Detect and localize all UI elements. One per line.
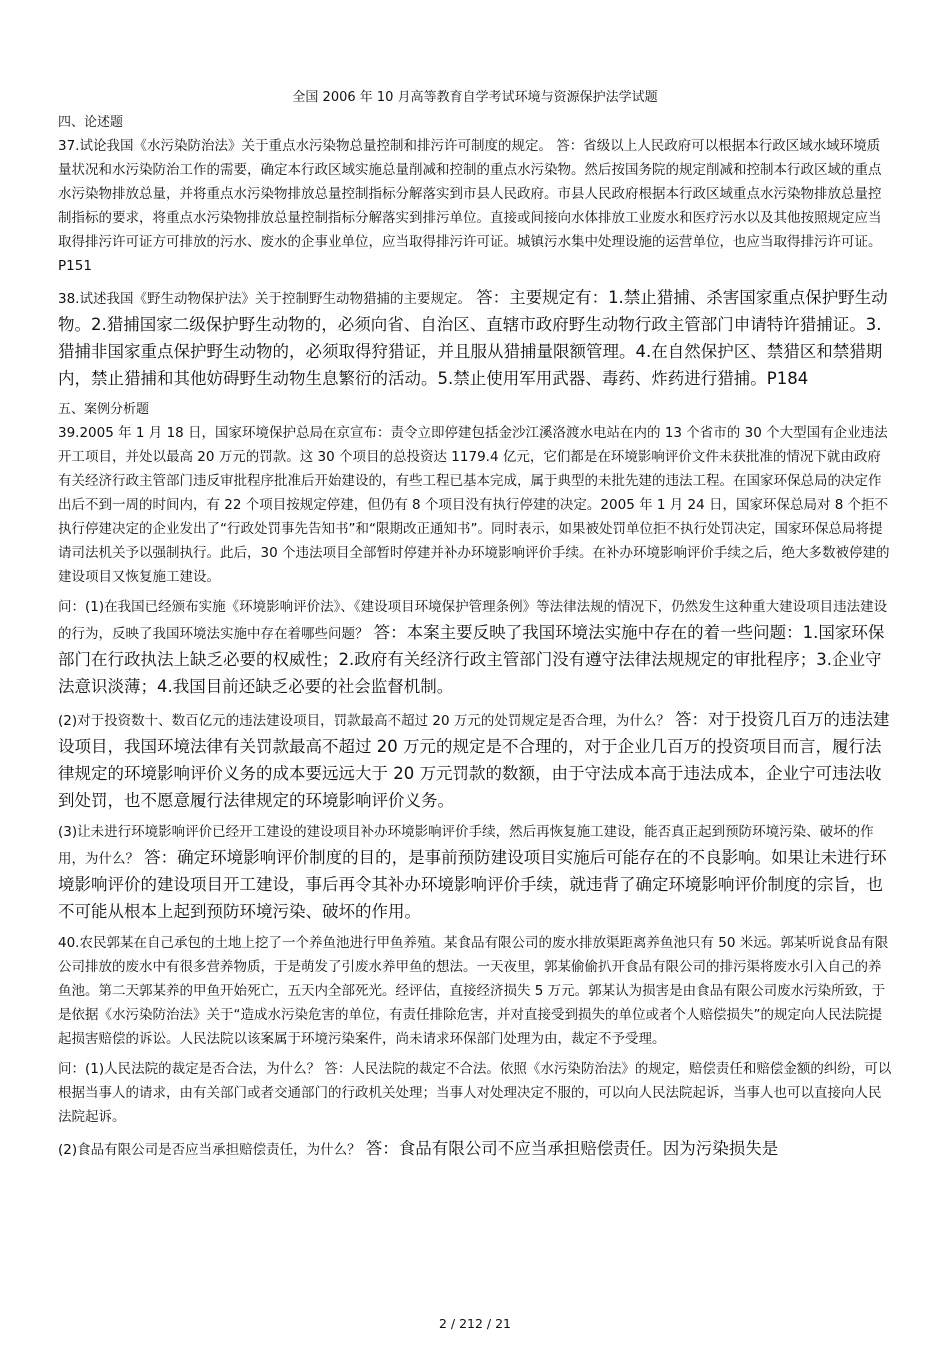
section-heading-case: 五、案例分析题 [58,402,150,417]
case-40: 40.农民郭某在自己承包的土地上挖了一个养鱼池进行甲鱼养殖。某食品有限公司的废水排放渠距离养鱼池只有 50 米远。郭某听说食品有限公司排放的废水中有很多营养物质，于是萌发了引废水养甲鱼的想法。一天夜里，郭某偷偷扒开食品有限公司的排污渠将废水引入自己的养鱼池。第二天郭某养的甲鱼开始死亡，五天内全部死光。经评估，直接经济损失 5 万元。郭某认为损害是由食品有限公司废水污染所致，于是依据《水污染防治法》关于“造成水污染危害的单位，有责任排除危害，并对直接受到损失的单位或者个人赔偿损失”的规定向人民法院提起损害赔偿的诉讼。人民法院以该案属于环境污染案件，尚未请求环保部门处理为由，裁定不予受理。 [58,935,889,1047]
question-text: 问：(1)在我国已经颁布实施《环境影响评价法》、《建设项目环境保护管理条例》等法律法规的情况下，仍然发生这种重大建设项目违法建设的行为，反映了我国环境法实施中存在着哪些问题？ [58,599,888,642]
case-39-part-3 [58,820,892,925]
page-title: 全国 2006 年 10 月高等教育自学考试环境与资源保护法学试题 [292,90,658,105]
case-40-part-2 [58,1135,892,1162]
question-text: 问：(1)人民法院的裁定是否合法，为什么？ [58,1061,321,1077]
question-text: (2)对于投资数十、数百亿元的违法建设项目，罚款最高不超过 20 万元的处罚规定是否合理，为什么？ [58,713,670,729]
question-38 [58,284,892,392]
answer-text: 答：对于投资几百万的违法建设项目，我国环境法律有关罚款最高不超过 20 万元的规定是不合理的，对于企业几百万的投资项目而言，履行法律规定的环境影响评价义务的成本要远远大于 20 万元罚款的数额，由于守法成本高于违法成本，企业宁可违法收到处罚，也不愿意履行法律规定的环境影响评价义务。 [58,710,890,810]
section-heading-essay: 四、论述题 [58,115,124,130]
answer-text: 答：本案主要反映了我国环境法实施中存在的着一些问题：1.国家环保部门在行政执法上缺乏必要的权威性；2.政府有关经济行政主管部门没有遵守法律法规规定的审批程序；3.企业守法意识淡薄；4.我国目前还缺乏必要的社会监督机制。 [58,623,885,696]
question-text: (2)食品有限公司是否应当承担赔偿责任，为什么？ [58,1142,361,1158]
question-text: 38.试述我国《野生动物保护法》关于控制野生动物猎捕的主要规定。 [58,291,471,307]
case-39: 39.2005 年 1 月 18 日，国家环境保护总局在京宣布：责令立即停建包括金沙江溪洛渡水电站在内的 13 个省市的 30 个大型国有企业违法开工项目，并处以最高 20 万元的罚款。这 30 个项目的总投资达 1179.4 亿元，它们都是在环境影响评价文件未获批准的情况下就由政府有关经济行政主管部门违反审批程序批准后开始建设的，有些工程已基本完成，属于典型的未批先建的违法工程。在国家环保总局的决定作出后不到一周的时间内，有 22 个项目按规定停建，但仍有 8 个项目没有执行停建的决定。2005 年 1 月 24 日，国家环保总局对 8 个拒不执行停建决定的企业发出了“行政处罚事先告知书”和“限期改正通知书”。同时表示，如果被处罚单位拒不执行处罚决定，国家环保总局将提请司法机关予以强制执行。此后，30 个违法项目全部暂时停建并补办环境影响评价手续。在补办环境影响评价手续之后，绝大多数被停建的建设项目又恢复施工建设。 [58,425,890,585]
question-37 [58,134,892,278]
case-39-part-1 [58,595,892,700]
answer-text: 答：食品有限公司不应当承担赔偿责任。因为污染损失是 [365,1139,779,1158]
question-text: 37.试论我国《水污染防治法》关于重点水污染物总量控制和排污许可制度的规定。 [58,138,552,154]
case-39-part-2 [58,706,892,814]
document-page [58,86,892,1168]
question-text: (3)让未进行环境影响评价已经开工建设的建设项目补办环境影响评价手续，然后再恢复施工建设，能否真正起到预防环境污染、破坏的作用，为什么？ [58,824,874,867]
answer-text: 答：省级以上人民政府可以根据本行政区域水域环境质量状况和水污染防治工作的需要，确定本行政区域实施总量削减和控制的重点水污染物。然后按国务院的规定削减和控制本行政区域的重点水污染物排放总量，并将重点水污染物排放总量控制指标分解落实到市县人民政府。市县人民政府根据本行政区域重点水污染物排放总量控制指标的要求，将重点水污染物排放总量控制指标分解落实到排污单位。直接或间接向水体排放工业废水和医疗污水以及其他按照规定应当取得排污许可证方可排放的污水、废水的企事业单位，应当取得排污许可证。城镇污水集中处理设施的运营单位，也应当取得排污许可证。P151 [58,138,882,274]
answer-text: 答：主要规定有：1.禁止猎捕、杀害国家重点保护野生动物。2.猎捕国家二级保护野生动物的，必须向省、自治区、直辖市政府野生动物行政主管部门申请特许猎捕证。3.猎捕非国家重点保护野生动物的，必须取得狩猎证，并且服从猎捕量限额管理。4.在自然保护区、禁猎区和禁猎期内，禁止猎捕和其他妨碍野生动物生息繁衍的活动。5.禁止使用军用武器、毒药、炸药进行猎捕。P184 [58,288,888,388]
answer-text: 答：确定环境影响评价制度的目的，是事前预防建设项目实施后可能存在的不良影响。如果让未进行环境影响评价的建设项目开工建设，事后再令其补办环境影响评价手续，就违背了确定环境影响评价制度的宗旨，也不可能从根本上起到预防环境污染、破坏的作用。 [58,848,887,921]
answer-text: 答：人民法院的裁定不合法。依照《水污染防治法》的规定，赔偿责任和赔偿金额的纠纷，可以根据当事人的请求，由有关部门或者交通部门的行政机关处理；当事人对处理决定不服的，可以向人民法院起诉，当事人也可以直接向人民法院起诉。 [58,1061,892,1125]
case-40-part-1 [58,1057,892,1129]
page-number: 2 / 212 / 21 [438,1316,512,1331]
